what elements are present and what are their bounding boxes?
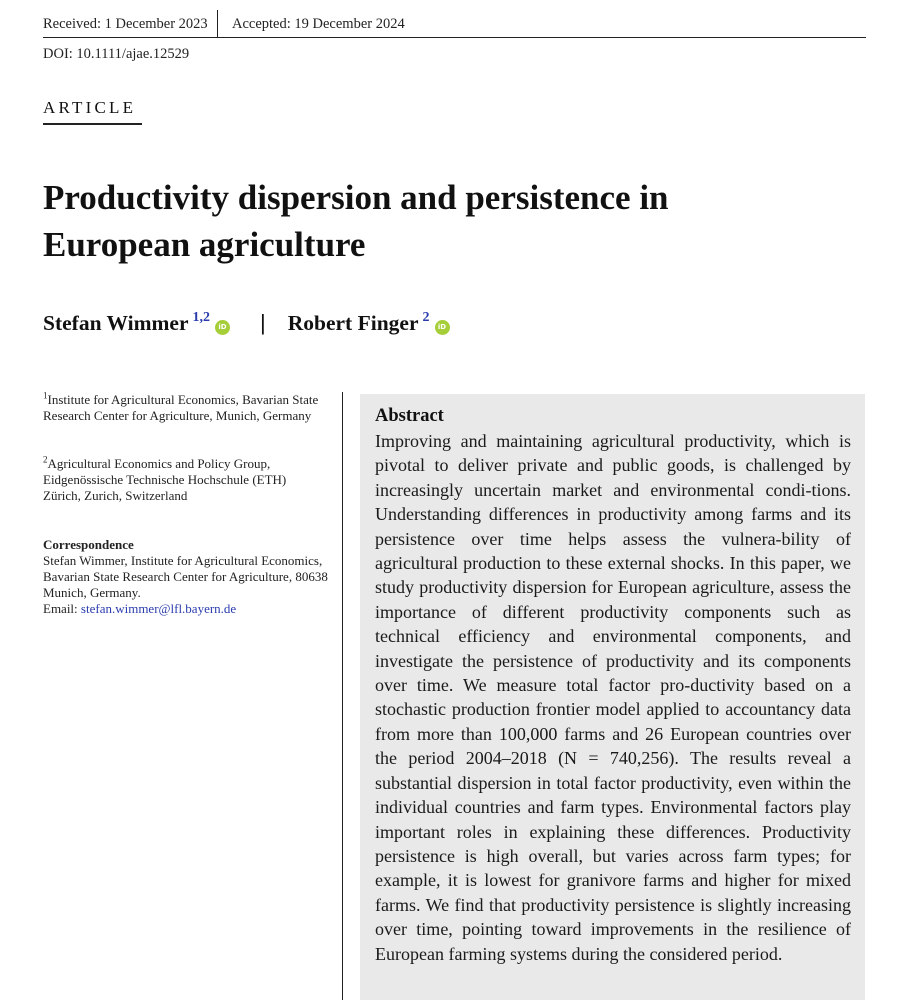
orcid-icon[interactable]: iD [435, 320, 450, 335]
author-affiliation-superscript[interactable]: 2 [422, 310, 430, 325]
orcid-icon[interactable]: iD [215, 320, 230, 335]
email-link[interactable]: stefan.wimmer@lfl.bayern.de [80, 601, 237, 616]
correspondence [43, 537, 333, 617]
abstract-heading: Abstract [375, 406, 444, 426]
header-divider [217, 10, 218, 37]
author-name[interactable]: Stefan Wimmer [43, 311, 189, 335]
affiliation-text: Agricultural Economics and Policy Group, Eidgenössische Technische Hochschule (ETH) Zürich, Zurich, Switzerland [43, 456, 287, 503]
article-type-label: ARTICLE [43, 98, 137, 117]
author-affiliation-superscript[interactable]: 1,2 [192, 310, 211, 325]
correspondence-heading: Correspondence [43, 537, 134, 552]
doi[interactable]: DOI: 10.1111/ajae.12529 [43, 46, 190, 62]
affiliation-text: Institute for Agricultural Economics, Bavarian State Research Center for Agriculture, Munich, Germany [43, 392, 319, 423]
author-name[interactable]: Robert Finger [287, 311, 419, 335]
received-date: Received: 1 December 2023 [43, 16, 208, 32]
affiliation-number: 2 [43, 454, 48, 465]
author-list [43, 310, 450, 346]
paper-title: Productivity dispersion and persistence in European agriculture [43, 178, 669, 264]
article-label-underline [43, 123, 142, 125]
accepted-date: Accepted: 19 December 2024 [232, 16, 405, 32]
affiliation [43, 456, 323, 504]
abstract-text: Improving and maintaining agricultural productivity, which is pivotal to deliver private and public goods, is challenged by increasingly uncertain market and environmental condi-tions. Understanding differences in productivity among farms and its persistence over time helps assess the vulnera-bility of agricultural production to these external shocks. In this paper, we study productivity dispersion for European agriculture, assess the importance of different productivity components such as technical efficiency and environmental components, and investigate the persistence of productivity and its components over time. We measure total factor pro-ductivity based on a stochastic production frontier model applied to accountancy data from more than 100,000 farms and 26 European countries over the period 2004–2018 (N = 740,256). The results reveal a substantial dispersion in total factor productivity, even within the individual countries and farm types. Environmental factors play important roles in explaining these differences. Productivity persistence is high overall, but varies across farm types; for example, it is lowest for granivore farms and higher for mixed farms. We find that productivity persistence is slightly increasing over time, pointing toward improvements in the resilience of European farming systems during the considered period. [375, 431, 851, 964]
column-divider [342, 392, 343, 1000]
header-rule [43, 37, 866, 38]
affiliation [43, 392, 323, 424]
author-separator: | [260, 310, 266, 335]
correspondence-text: Stefan Wimmer, Institute for Agricultural Economics, Bavarian State Research Center for Agriculture, 80638 Munich, Germany. [43, 553, 328, 600]
affiliation-number: 1 [43, 390, 48, 401]
email-label: Email: [43, 601, 78, 616]
